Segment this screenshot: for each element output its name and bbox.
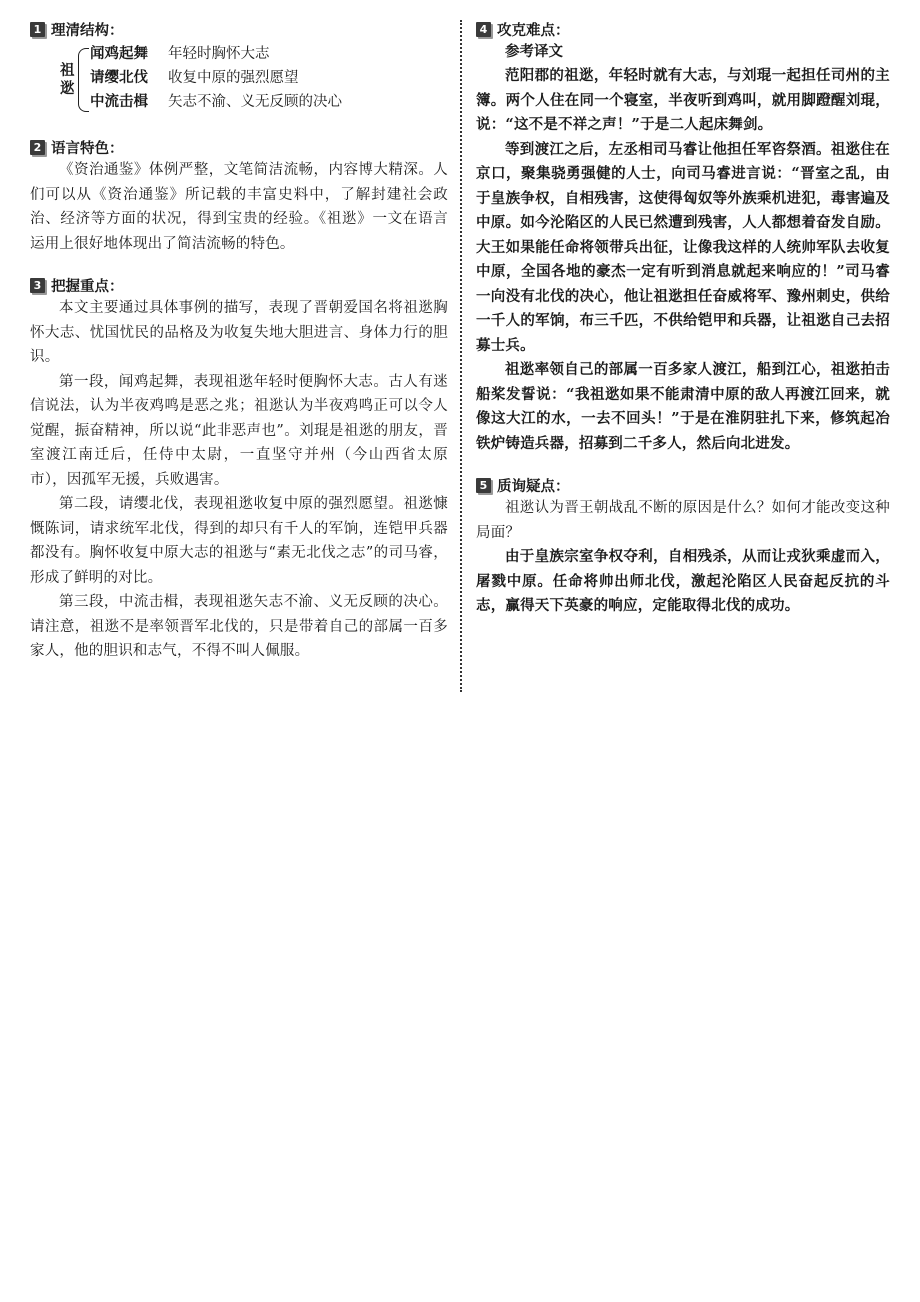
section-title: 攻克难点： (497, 22, 570, 39)
section-number-badge: 5 (476, 478, 491, 493)
section-number-badge: 1 (30, 22, 45, 37)
section-heading (30, 274, 448, 296)
structure-key: 闻鸡起舞 (90, 45, 148, 62)
left-brace (78, 48, 89, 112)
section-number-badge: 3 (30, 278, 45, 293)
structure-row (90, 42, 342, 66)
structure-key: 中流击楫 (90, 93, 148, 110)
section-heading (476, 18, 890, 40)
section-difficulties (476, 18, 890, 456)
structure-value: 收复中原的强烈愿望 (168, 70, 299, 86)
section-title: 把握重点： (51, 278, 124, 295)
section-number-badge: 4 (476, 22, 491, 37)
section-questions (476, 474, 890, 619)
structure-value: 矢志不渝、义无反顾的决心 (168, 94, 342, 110)
structure-outline (60, 42, 448, 118)
structure-row (90, 66, 342, 90)
structure-key: 请缨北伐 (90, 69, 148, 86)
section-title: 质询疑点： (497, 478, 570, 495)
paragraph: 祖逖认为晋王朝战乱不断的原因是什么？如何才能改变这种局面？ (476, 500, 890, 541)
section-heading (30, 136, 448, 158)
structure-value: 年轻时胸怀大志 (168, 46, 270, 62)
right-column (476, 18, 890, 619)
left-column (30, 18, 448, 664)
structure-rows (90, 42, 342, 114)
paragraph: 第二段，请缨北伐，表现祖逖收复中原的强烈愿望。祖逖慷慨陈词，请求统军北伐，得到的却只有千人的军饷，连铠甲兵器都没有。胸怀收复中原大志的祖逖与“素无北伐之志”的司马睿，形成了鲜明的对比。 (30, 496, 448, 586)
paragraph: 《资治通鉴》体例严整，文笔简洁流畅，内容博大精深。人们可以从《资治通鉴》所记载的丰富史料中，了解封建社会政治、经济等方面的状况，得到宝贵的经验。《祖逖》一文在语言运用上很好地体现出了简洁流畅的特色。 (30, 162, 448, 252)
section-heading (476, 474, 890, 496)
column-divider (460, 20, 462, 692)
section-heading (30, 18, 448, 40)
section-title: 理清结构： (51, 22, 124, 39)
section-structure (30, 18, 448, 118)
section-language (30, 136, 448, 256)
paragraph: 第三段，中流击楫，表现祖逖矢志不渝、义无反顾的决心。请注意，祖逖不是率领晋军北伐的，只是带着自己的部属一百多家人，他的胆识和志气，不得不叫人佩服。 (30, 594, 448, 659)
translation-subtitle: 参考译文 (505, 43, 563, 60)
structure-root-label: 祖逖 (60, 62, 75, 97)
section-title: 语言特色： (51, 140, 124, 157)
paragraph: 由于皇族宗室争权夺利，自相残杀，从而让戎狄乘虚而入，屠戮中原。任命将帅出师北伐，激起沦陷区人民奋起反抗的斗志，赢得天下英豪的响应，定能取得北伐的成功。 (476, 548, 890, 614)
section-key-points (30, 274, 448, 664)
paragraph: 范阳郡的祖逖，年轻时就有大志，与刘琨一起担任司州的主簿。两个人住在同一个寝室，半夜听到鸡叫，就用脚蹬醒刘琨，说：“这不是不祥之声！”于是二人起床舞剑。 (476, 67, 890, 133)
paragraph: 祖逖率领自己的部属一百多家人渡江，船到江心，祖逖拍击船桨发誓说：“我祖逖如果不能肃清中原的敌人再渡江回来，就像这大江的水，一去不回头！”于是在淮阴驻扎下来，修筑起冶铁炉铸造兵器，招募到二千多人，然后向北进发。 (476, 361, 890, 452)
paragraph: 等到渡江之后，左丞相司马睿让他担任军咨祭酒。祖逖住在京口，聚集骁勇强健的人士，向司马睿进言说：“晋室之乱，由于皇族争权，自相残害，这使得匈奴等外族乘机进犯，毒害遍及中原。如今沦陷区的人民已然遭到残害，人人都想着奋发自励。大王如果能任命将领带兵出征，让像我这样的人统帅军队去收复中原，全国各地的豪杰一定有听到消息就起来响应的！”司马睿一向没有北伐的决心，他让祖逖担任奋威将军、豫州刺史，供给一千人的军饷，布三千匹，不供给铠甲和兵器，让祖逖自己去招募士兵。 (476, 140, 890, 354)
paragraph: 本文主要通过具体事例的描写，表现了晋朝爱国名将祖逖胸怀大志、忧国忧民的品格及为收复失地大胆进言、身体力行的胆识。 (30, 300, 448, 365)
structure-row (90, 90, 342, 114)
paragraph: 第一段，闻鸡起舞，表现祖逖年轻时便胸怀大志。古人有迷信说法，认为半夜鸡鸣是恶之兆；祖逖认为半夜鸡鸣正可以令人觉醒，振奋精神，所以说“此非恶声也”。刘琨是祖逖的朋友，晋室渡江南迁后，任侍中太尉，一直坚守并州（今山西省太原市），因孤军无援，兵败遇害。 (30, 373, 448, 488)
section-number-badge: 2 (30, 140, 45, 155)
